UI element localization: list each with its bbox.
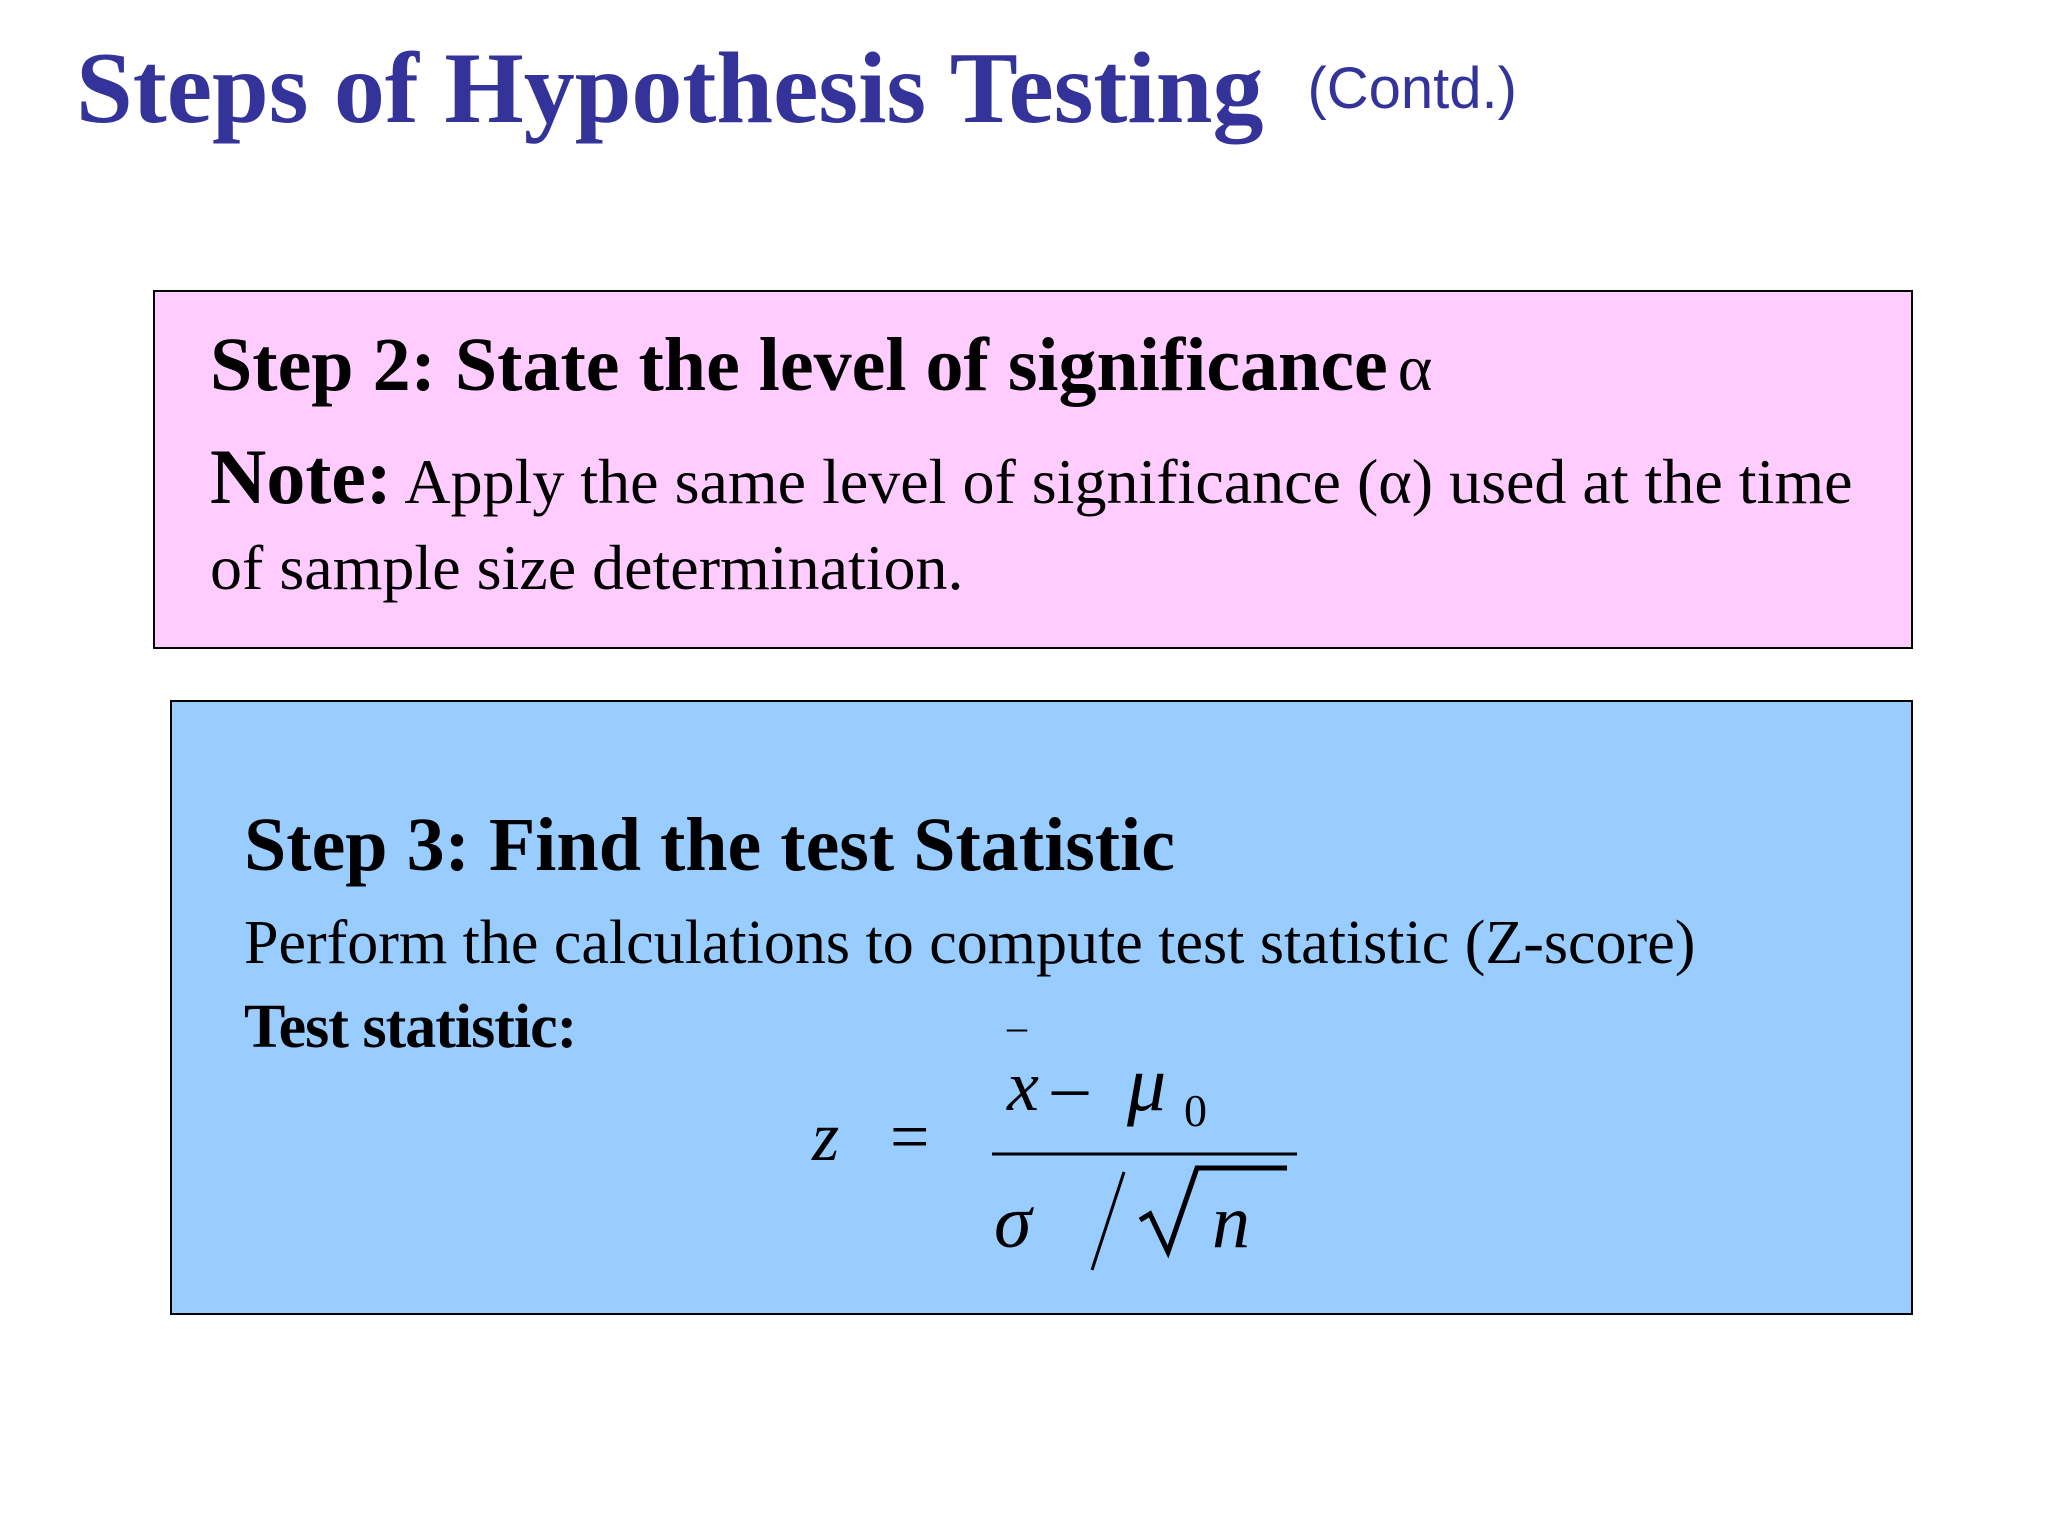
formula-n: n bbox=[1212, 1180, 1250, 1264]
formula-svg bbox=[172, 702, 1915, 1317]
step3-box bbox=[170, 700, 1913, 1315]
formula-z: z bbox=[812, 1099, 840, 1176]
formula-subscript-zero: 0 bbox=[1184, 1085, 1207, 1136]
step2-heading bbox=[210, 322, 1432, 409]
title-main: Steps of Hypothesis Testing bbox=[76, 32, 1264, 145]
perform-text: Perform the calculations to compute test statistic (Z-score) bbox=[244, 909, 1696, 977]
formula-sigma: σ bbox=[994, 1180, 1032, 1264]
z-score-formula bbox=[172, 702, 1915, 1317]
alpha-symbol: α bbox=[1397, 332, 1433, 405]
slide-title bbox=[76, 30, 1517, 147]
formula-x: x bbox=[1007, 1046, 1039, 1126]
note-text: Apply the same level of significance (α) used at the time of sample size determination. bbox=[210, 446, 1853, 603]
formula-slash bbox=[1092, 1172, 1124, 1270]
formula-equals: = bbox=[890, 1099, 930, 1176]
title-contd: (Contd.) bbox=[1307, 56, 1517, 121]
formula-minus: – bbox=[1052, 1046, 1088, 1126]
note-label: Note: bbox=[210, 433, 392, 520]
test-statistic-label: Test statistic: bbox=[244, 993, 577, 1061]
formula-xbar-bar: – bbox=[1007, 1004, 1027, 1049]
step2-box bbox=[153, 290, 1913, 649]
step3-heading: Step 3: Find the test Statistic bbox=[244, 803, 1175, 887]
step2-note bbox=[210, 434, 1890, 611]
formula-mu: μ bbox=[1127, 1040, 1167, 1127]
step2-heading-text: Step 2: State the level of significance bbox=[210, 323, 1388, 407]
